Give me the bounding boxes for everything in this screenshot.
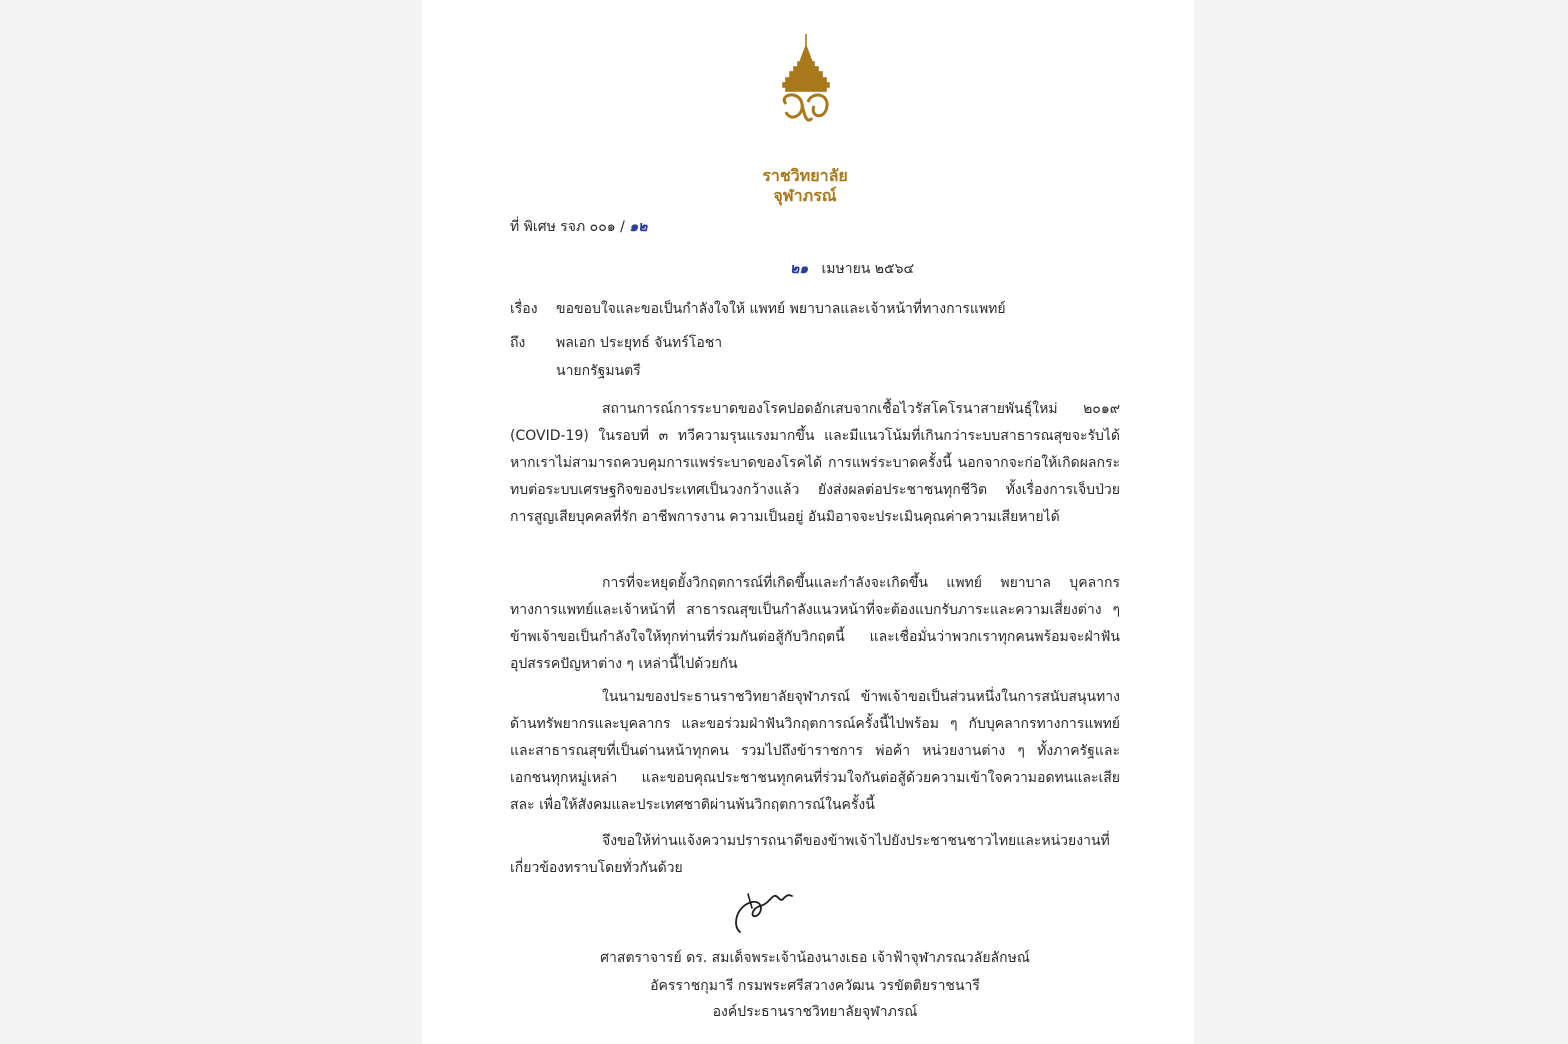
body-paragraph-3: ในนามของประธานราชวิทยาลัยจุฬาภรณ์ ข้าพเจ้าขอเป็นส่วนหนึ่งในการสนับสนุนทางด้านทรัพยากรและบุคลากร และขอร่วมฝ่าฟันวิกฤตการณ์ครั้งนี้ไปพร้อม ๆ กับบุคลากรทางการแพทย์และสาธารณสุขที่เป็นด่านหน้าทุกคน รวมไปถึงข้าราชการ พ่อค้า หน่วยงานต่าง ๆ ทั้งภาครัฐและเอกชนทุกหมู่เหล่า และขอบคุณประชาชนทุกคนที่ร่วมใจกันต่อสู้ด้วยความเข้าใจความอดทนและเสียสละ เพื่อให้สังคมและประเทศชาติผ่านพ้นวิกฤตการณ์ในครั้งนี้	[510, 689, 1120, 813]
recipient-title: นายกรัฐมนตรี	[556, 363, 641, 379]
reference-handwritten-number: ๑๒	[629, 219, 648, 235]
reference-prefix: ที่ พิเศษ รจภ ๐๐๑ /	[510, 219, 625, 235]
subject-text: ขอขอบใจและขอเป็นกำลังใจให้ แพทย์ พยาบาลและเจ้าหน้าที่ทางการแพทย์	[556, 301, 1006, 317]
royal-emblem-icon	[756, 32, 856, 132]
body-paragraph-4: จึงขอให้ท่านแจ้งความปรารถนาดีของข้าพเจ้าไปยังประชาชนชาวไทยและหน่วยงานที่เกี่ยวข้องทราบโดยทั่วกันด้วย	[510, 833, 1110, 876]
signature-icon	[722, 882, 802, 942]
signer-line-3: องค์ประธานราชวิทยาลัยจุฬาภรณ์	[712, 1004, 918, 1020]
date-month-year: เมษายน ๒๕๖๔	[821, 261, 915, 277]
institution-name-line2: จุฬาภรณ์	[773, 186, 837, 205]
reference-number	[510, 216, 647, 238]
recipient-label: ถึง	[510, 335, 526, 351]
letter-date	[790, 258, 914, 280]
institution-name-line1: ราชวิทยาลัย	[762, 166, 848, 185]
body-paragraph-2: การที่จะหยุดยั้งวิกฤตการณ์ที่เกิดขึ้นและกำลังจะเกิดขึ้น แพทย์ พยาบาล บุคลากรทางการแพทย์และเจ้าหน้าที่ สาธารณสุขเป็นกำลังแนวหน้าที่จะต้องแบกรับภาระและความเสี่ยงต่าง ๆ ข้าพเจ้าขอเป็นกำลังใจให้ทุกท่านที่ร่วมกันต่อสู้กับวิกฤตนี้ และเชื่อมั่นว่าพวกเราทุกคนพร้อมจะฝ่าฟันอุปสรรคปัญหาต่าง ๆ เหล่านี้ไปด้วยกัน	[510, 575, 1120, 672]
date-day: ๒๑	[790, 261, 809, 277]
signer-line-2: อัครราชกุมารี กรมพระศรีสวางควัฒน วรขัตติยราชนารี	[650, 978, 980, 994]
body-paragraph-1: สถานการณ์การระบาดของโรคปอดอักเสบจากเชื้อไวรัสโคโรนาสายพันธุ์ใหม่ ๒๐๑๙ (COVID-19) ในรอบที่ ๓ ทวีความรุนแรงมากขึ้น และมีแนวโน้มที่เกินกว่าระบบสาธารณสุขจะรับได้ หากเราไม่สามารถควบคุมการแพร่ระบาดของโรคได้ การแพร่ระบาดครั้งนี้ นอกจากจะก่อให้เกิดผลกระทบต่อระบบเศรษฐกิจของประเทศเป็นวงกว้างแล้ว ยังส่งผลต่อประชาชนทุกชีวิต ทั้งเรื่องการเจ็บป่วย การสูญเสียบุคคลที่รัก อาชีพการงาน ความเป็นอยู่ อันมิอาจจะประเมินคุณค่าความเสียหายได้	[510, 401, 1120, 525]
recipient-name: พลเอก ประยุทธ์ จันทร์โอชา	[556, 335, 723, 351]
signer-line-1: ศาสตราจารย์ ดร. สมเด็จพระเจ้าน้องนางเธอ เจ้าฟ้าจุฬาภรณวลัยลักษณ์	[600, 950, 1030, 966]
subject-label: เรื่อง	[510, 301, 538, 317]
